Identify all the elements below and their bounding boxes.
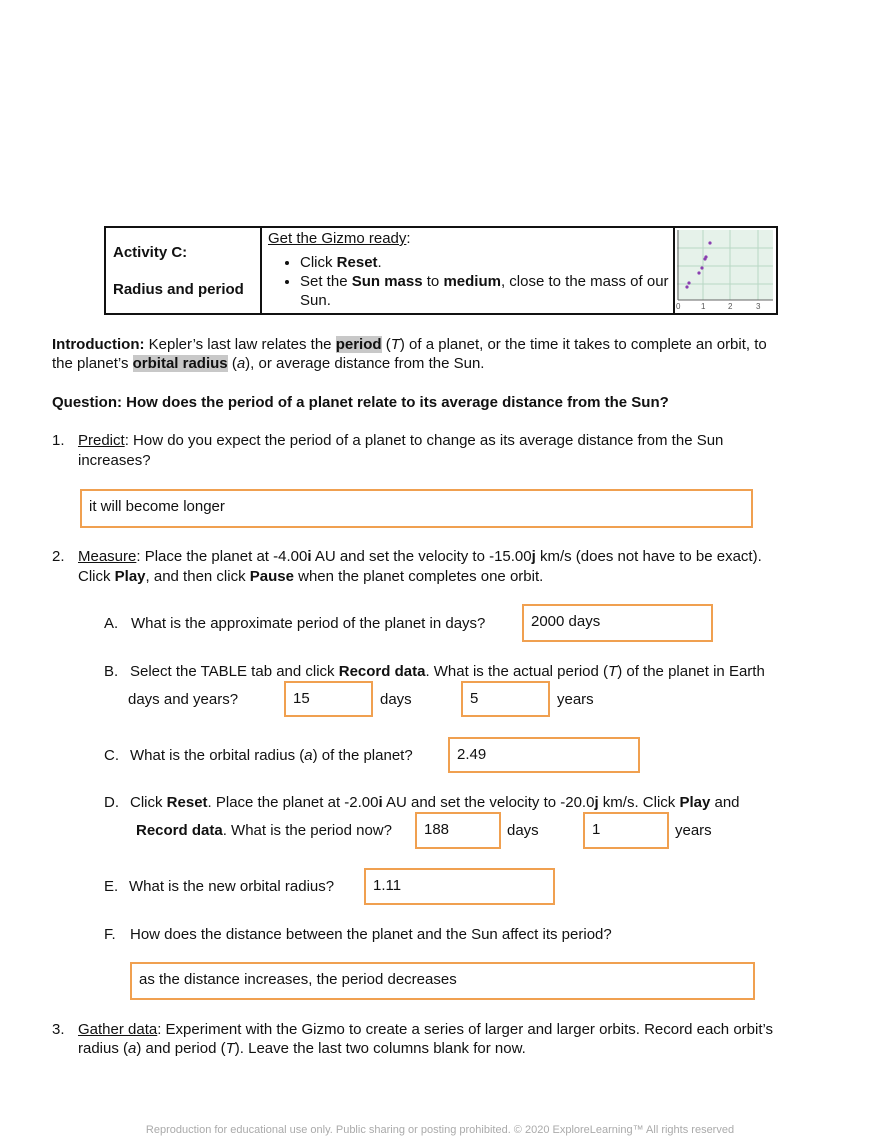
q2d-days-unit: days <box>507 822 539 839</box>
graph-thumbnail <box>675 228 775 313</box>
ready-steps <box>262 253 673 310</box>
activity-instructions-cell <box>261 227 674 314</box>
q2-line-2 <box>78 568 543 585</box>
q2f-text: How does the distance between the planet and the Sun affect its period? <box>130 926 612 943</box>
t: What is the orbital radius ( <box>130 747 305 764</box>
activity-subtitle: Radius and period <box>113 281 244 298</box>
q2c-text <box>130 747 413 764</box>
t: km/s (does not have to be exact). <box>535 548 762 565</box>
q2b-years-unit: years <box>557 691 594 708</box>
t: , close to the mass of our Sun. <box>300 273 669 309</box>
q2d-label: D. <box>104 794 119 811</box>
q2b-label: B. <box>104 663 119 680</box>
t: ) of the planet in Earth <box>617 663 765 680</box>
t: . <box>377 254 382 271</box>
t: : How do you expect the period of a planet to change as its average distance from the Sun <box>124 432 724 449</box>
step-reset <box>300 253 673 272</box>
t: . What is the period now? <box>222 822 392 839</box>
q2d-line-2 <box>136 822 392 839</box>
t: : Experiment with the Gizmo to create a series of larger and larger orbits. Record each orbit’s <box>157 1021 774 1038</box>
t: i <box>307 548 312 565</box>
t: , and then click <box>145 568 250 585</box>
q2a-label: A. <box>104 615 119 632</box>
activity-thumbnail-cell <box>674 227 777 314</box>
q2a-text: What is the approximate period of the planet in days? <box>131 615 486 632</box>
q2b-years-field[interactable]: 5 <box>461 681 550 717</box>
footer-copyright: Reproduction for educational use only. Public sharing or posting prohibited. © 2020 ExploreLearning™ All rights reserved <box>145 1124 735 1136</box>
t: Play <box>114 568 146 585</box>
q2b-line-1 <box>130 663 765 680</box>
q2e-text: What is the new orbital radius? <box>129 878 335 895</box>
q2c-label: C. <box>104 747 119 764</box>
q1-answer-field[interactable]: it will become longer <box>80 489 753 528</box>
t: T <box>225 1040 235 1057</box>
t: i <box>378 794 383 811</box>
t: Measure <box>78 548 137 565</box>
q2b-days-field[interactable]: 15 <box>284 681 373 717</box>
q2f-label: F. <box>104 926 116 943</box>
t: orbital radius <box>132 355 228 372</box>
t: Select the TABLE tab and click <box>130 663 339 680</box>
t: AU and set the velocity to -20.0 <box>382 794 595 811</box>
t: a <box>128 1040 137 1057</box>
t: to <box>422 273 444 290</box>
tick: 0 <box>676 302 681 311</box>
t: Record data <box>136 822 223 839</box>
t: AU and set the velocity to -15.00 <box>311 548 532 565</box>
q2d-years-field[interactable]: 1 <box>583 812 669 849</box>
q3-num: 3. <box>52 1021 65 1038</box>
t: : Place the planet at -4.00 <box>136 548 308 565</box>
t: Set the <box>300 273 352 290</box>
t: j <box>594 794 599 811</box>
q2e-answer-field[interactable]: 1.11 <box>364 868 555 905</box>
q2e-label: E. <box>104 878 119 895</box>
t: Kepler’s last law relates the <box>144 336 336 353</box>
t: and <box>710 794 740 811</box>
t: medium <box>443 273 501 290</box>
question: Question: How does the period of a planet relate to its average distance from the Sun? <box>52 394 669 411</box>
q2b-days-unit: days <box>380 691 412 708</box>
t: j <box>531 548 536 565</box>
t: radius ( <box>78 1040 129 1057</box>
t: Click <box>300 254 337 271</box>
step-sun-mass <box>300 272 673 310</box>
t: T <box>390 336 400 353</box>
activity-title: Activity C: <box>113 244 188 261</box>
t: ) and period ( <box>136 1040 226 1057</box>
q2d-line-1 <box>130 794 740 811</box>
t: the planet’s <box>52 355 133 372</box>
q2d-days-field[interactable]: 188 <box>415 812 501 849</box>
t: Record data <box>338 663 426 680</box>
q2-line-1 <box>78 548 762 565</box>
intro-line-1 <box>52 336 767 353</box>
t: T <box>608 663 618 680</box>
q1-line-1 <box>78 432 723 449</box>
t: Click <box>78 568 115 585</box>
t: Introduction: <box>52 336 145 353</box>
t: a <box>304 747 313 764</box>
t: Play <box>679 794 711 811</box>
t: ). Leave the last two columns blank for now. <box>234 1040 526 1057</box>
t: when the planet completes one orbit. <box>293 568 544 585</box>
activity-header-table <box>104 226 778 315</box>
t: Reset <box>336 254 378 271</box>
t: period <box>335 336 382 353</box>
get-ready-heading: Get the Gizmo ready <box>268 230 407 247</box>
q1-num: 1. <box>52 432 65 449</box>
tick: 3 <box>756 302 761 311</box>
activity-title-cell <box>105 227 261 314</box>
q3-line-1 <box>78 1021 773 1038</box>
t: Gather data <box>78 1021 158 1038</box>
q2b-line-2: days and years? <box>128 691 239 708</box>
intro-line-2 <box>52 355 484 372</box>
q1-line-2: increases? <box>78 452 151 469</box>
tick: 2 <box>728 302 733 311</box>
q3-line-2 <box>78 1040 526 1057</box>
q2c-answer-field[interactable]: 2.49 <box>448 737 640 773</box>
q2f-answer-field[interactable]: as the distance increases, the period decreases <box>130 962 755 1000</box>
q2a-answer-field[interactable]: 2000 days <box>522 604 713 642</box>
q2-num: 2. <box>52 548 65 565</box>
t: Pause <box>249 568 294 585</box>
t: ), or average distance from the Sun. <box>245 355 485 372</box>
t: Reset <box>166 794 208 811</box>
t: Click <box>130 794 167 811</box>
colon: : <box>406 230 411 247</box>
t: km/s. Click <box>598 794 680 811</box>
t: ) of the planet? <box>312 747 413 764</box>
t: . What is the actual period ( <box>425 663 609 680</box>
t: a <box>236 355 246 372</box>
q2d-years-unit: years <box>675 822 712 839</box>
t: ( <box>227 355 237 372</box>
t: . Place the planet at -2.00 <box>207 794 379 811</box>
t: Predict <box>78 432 125 449</box>
t: Sun mass <box>351 273 423 290</box>
tick: 1 <box>701 302 706 311</box>
t: ( <box>381 336 391 353</box>
t: ) of a planet, or the time it takes to complete an orbit, to <box>399 336 767 353</box>
